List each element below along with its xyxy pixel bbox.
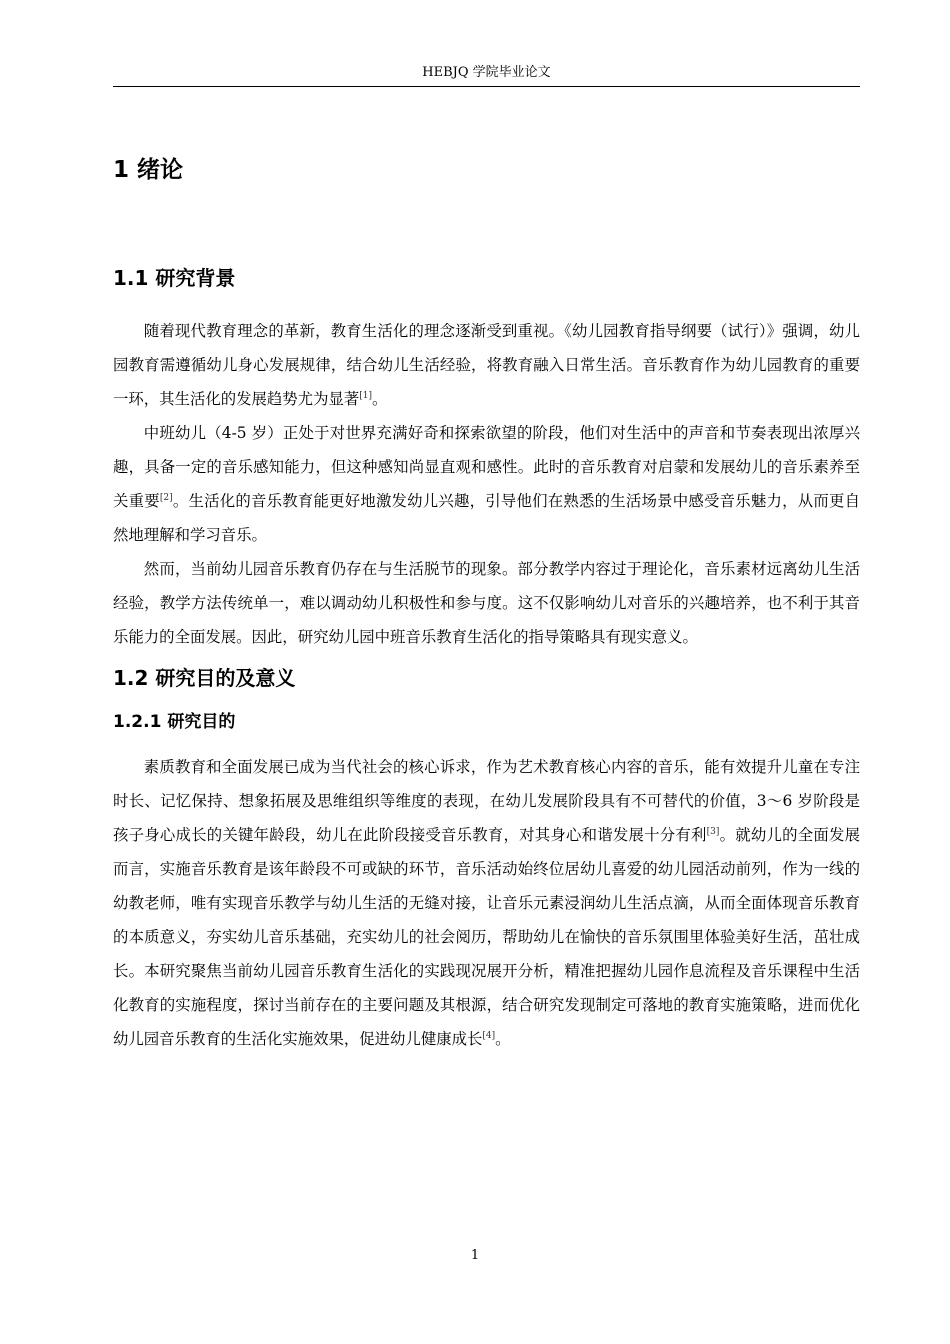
page-number: 1 — [470, 1248, 480, 1263]
paragraph-text: 。 — [495, 1030, 511, 1048]
chapter-title: 1 绪论 — [113, 157, 184, 183]
citation-2[interactable]: [2] — [159, 493, 173, 503]
paragraph-text: 然而，当前幼儿园音乐教育仍存在与生活脱节的现象。部分教学内容过于理论化，音乐素材远离幼儿生活经验，教学方法传统单一，难以调动幼儿积极性和参与度。这不仅影响幼儿对音乐的兴趣培养，也不利于其音乐能力的全面发展。因此，研究幼儿园中班音乐教育生活化的指导策略具有现实意义。 — [113, 560, 860, 646]
paragraph-background-1 — [113, 314, 860, 416]
section-title-1-2: 1.2 研究目的及意义 — [113, 666, 296, 690]
citation-4[interactable]: [4] — [482, 1031, 496, 1041]
subsection-title-1-2-1: 1.2.1 研究目的 — [113, 712, 236, 732]
spacer — [113, 296, 860, 314]
spacer — [113, 190, 860, 260]
citation-1[interactable]: [1] — [359, 391, 373, 401]
page-body — [113, 150, 860, 1056]
header-rule — [113, 86, 860, 87]
spacer — [113, 738, 860, 750]
paragraph-purpose-1 — [113, 750, 860, 1056]
paragraph-background-3 — [113, 552, 860, 654]
running-header: HEBJQ 学院毕业论文 — [422, 65, 551, 80]
citation-3[interactable]: [3] — [706, 827, 720, 837]
paragraph-text: 。就幼儿的全面发展而言，实施音乐教育是该年龄段不可或缺的环节，音乐活动始终位居幼儿喜爱的幼儿园活动前列，作为一线的幼教老师，唯有实现音乐教学与幼儿生活的无缝对接，让音乐元素浸润幼儿生活点滴，从而全面体现音乐教育的本质意义，夯实幼儿音乐基础，充实幼儿的社会阅历，帮助幼儿在愉快的音乐氛围里体验美好生活，茁壮成长。本研究聚焦当前幼儿园音乐教育生活化的实践现况展开分析，精准把握幼儿园作息流程及音乐课程中生活化教育的实施程度，探讨当前存在的主要问题及其根源，结合研究发现制定可落地的教育实施策略，进而优化幼儿园音乐教育的生活化实施效果，促进幼儿健康成长 — [113, 826, 860, 1048]
paragraph-text: 随着现代教育理念的革新，教育生活化的理念逐渐受到重视。《幼儿园教育指导纲要（试行）》强调，幼儿园教育需遵循幼儿身心发展规律，结合幼儿生活经验，将教育融入日常生活。音乐教育作为幼儿园教育的重要一环，其生活化的发展趋势尤为显著 — [113, 322, 860, 408]
spacer — [113, 696, 860, 706]
paragraph-text: 素质教育和全面发展已成为当代社会的核心诉求，作为艺术教育核心内容的音乐，能有效提升儿童在专注时长、记忆保持、想象拓展及思维组织等维度的表现，在幼儿发展阶段具有不可替代的价值，3～6 岁阶段是孩子身心成长的关键年龄段，幼儿在此阶段接受音乐教育，对其身心和谐发展十分有利 — [113, 758, 860, 844]
paragraph-text: 。生活化的音乐教育能更好地激发幼儿兴趣，引导他们在熟悉的生活场景中感受音乐魅力，从而更自然地理解和学习音乐。 — [113, 492, 860, 544]
paragraph-text: 。 — [372, 390, 388, 408]
paragraph-background-2 — [113, 416, 860, 552]
paragraph-text: 中班幼儿（4-5 岁）正处于对世界充满好奇和探索欲望的阶段，他们对生活中的声音和节奏表现出浓厚兴趣，具备一定的音乐感知能力，但这种感知尚显直观和感性。此时的音乐教育对启蒙和发展幼儿的音乐素养至关重要 — [113, 424, 860, 510]
section-title-1-1: 1.1 研究背景 — [113, 266, 236, 290]
